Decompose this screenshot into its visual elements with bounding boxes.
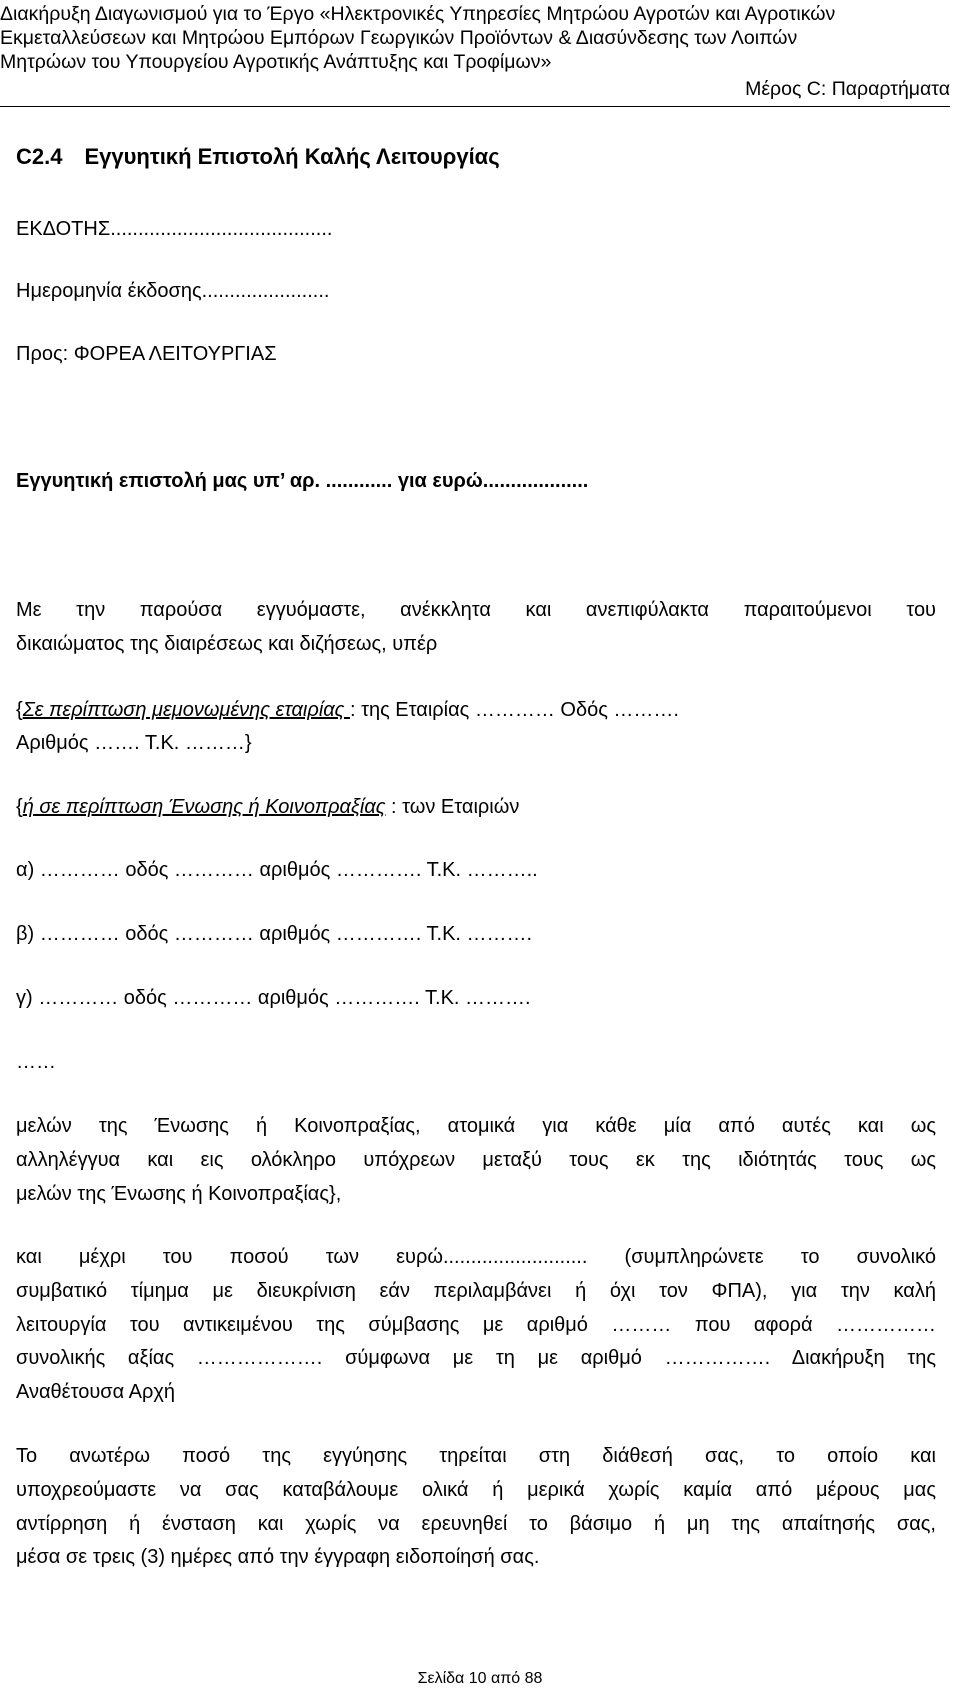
- single-company-label: Σε περίπτωση μεμονωμένης εταιρίας: [22, 699, 350, 721]
- joint-venture-label: ή σε περίπτωση Ένωσης ή Κοινοπραξίας: [22, 796, 386, 818]
- amount-line-1: και μέχρι του ποσού των ευρώ.......................... (συμπληρώνετε το συνολικό: [16, 1246, 936, 1268]
- amount-line-3: λειτουργία του αντικειμένου της σύμβασης με αριθμό ……… που αφορά ……………: [16, 1314, 936, 1336]
- section-heading: [16, 143, 500, 171]
- header-line-1: Διακήρυξη Διαγωνισμού για το Έργο «Ηλεκτρονικές Υπηρεσίες Μητρώου Αγροτών και Αγροτικών: [0, 3, 836, 25]
- section-title: Εγγυητική Επιστολή Καλής Λειτουργίας: [84, 144, 500, 169]
- amount-line-4: συνολικής αξίας ………………. σύμφωνα με τη με αριθμό ……………. Διακήρυξη της: [16, 1347, 936, 1369]
- amount-line-5: Αναθέτουσα Αρχή: [16, 1381, 175, 1403]
- header-line-2: Εκμεταλλεύσεων και Μητρώου Εμπόρων Γεωργικών Προϊόντων & Διασύνδεσης των Λοιπών: [0, 27, 798, 49]
- member-c: γ) ………… οδός ………… αριθμός …………. Τ.Κ. ……….: [16, 987, 531, 1009]
- single-company-line-2: Αριθμός ……. Τ.Κ. ………}: [16, 732, 252, 754]
- member-b: β) ………… οδός ………… αριθμός …………. Τ.Κ. ……….: [16, 923, 533, 945]
- page-number: Σελίδα 10 από 88: [417, 1670, 543, 1687]
- final-line-1: Το ανωτέρω ποσό της εγγύησης τηρείται στη διάθεσή σας, το οποίο και: [16, 1445, 936, 1467]
- recipient-field: Προς: ΦΟΡΕΑ ΛΕΙΤΟΥΡΓΙΑΣ: [16, 343, 277, 365]
- members-line-2: αλληλέγγυα και εις ολόκληρο υπόχρεων μεταξύ τους εκ της ιδιότητάς τους ως: [16, 1149, 936, 1171]
- final-line-2: υποχρεούμαστε να σας καταβάλουμε ολικά ή μερικά χωρίς καμία από μέρους μας: [16, 1479, 936, 1501]
- final-line-3: αντίρρηση ή ένσταση και χωρίς να ερευνηθεί το βάσιμο ή μη της απαίτησής σας,: [16, 1513, 936, 1535]
- member-a: α) ………… οδός ………… αριθμός …………. Τ.Κ. ………..: [16, 859, 538, 881]
- issue-date-field: Ημερομηνία έκδοσης.......................: [16, 280, 330, 302]
- issuer-field: ΕΚΔΟΤΗΣ........................................: [16, 218, 333, 240]
- member-more: ……: [16, 1051, 56, 1073]
- intro-line-1: Με την παρούσα εγγυόμαστε, ανέκκλητα και ανεπιφύλακτα παραιτούμενοι του: [16, 599, 936, 621]
- header-part: Μέρος C: Παραρτήματα: [745, 78, 950, 100]
- members-line-3: μελών της Ένωσης ή Κοινοπραξίας},: [16, 1183, 342, 1205]
- page-header: [0, 0, 950, 107]
- single-company-clause: {Σε περίπτωση μεμονωμένης εταιρίας : της Εταιρίας ………… Οδός ……….: [16, 699, 679, 721]
- guarantee-line: Εγγυητική επιστολή μας υπ’ αρ. ............ για ευρώ...................: [16, 470, 589, 492]
- members-line-1: μελών της Ένωσης ή Κοινοπραξίας, ατομικά για κάθε μία από αυτές και ως: [16, 1115, 936, 1137]
- amount-line-2: συμβατικό τίμημα με διευκρίνιση εάν περιλαμβάνει ή όχι τον ΦΠΑ), για την καλή: [16, 1280, 936, 1302]
- intro-line-2: δικαιώματος της διαιρέσεως και διζήσεως, υπέρ: [16, 633, 438, 655]
- section-number: C2.4: [16, 144, 63, 169]
- joint-venture-clause: {ή σε περίπτωση Ένωσης ή Κοινοπραξίας : των Εταιριών: [16, 796, 520, 818]
- final-line-4: μέσα σε τρεις (3) ημέρες από την έγγραφη ειδοποίησή σας.: [16, 1546, 540, 1568]
- header-line-3: Μητρώων του Υπουργείου Αγροτικής Ανάπτυξης και Τροφίμων»: [0, 51, 552, 73]
